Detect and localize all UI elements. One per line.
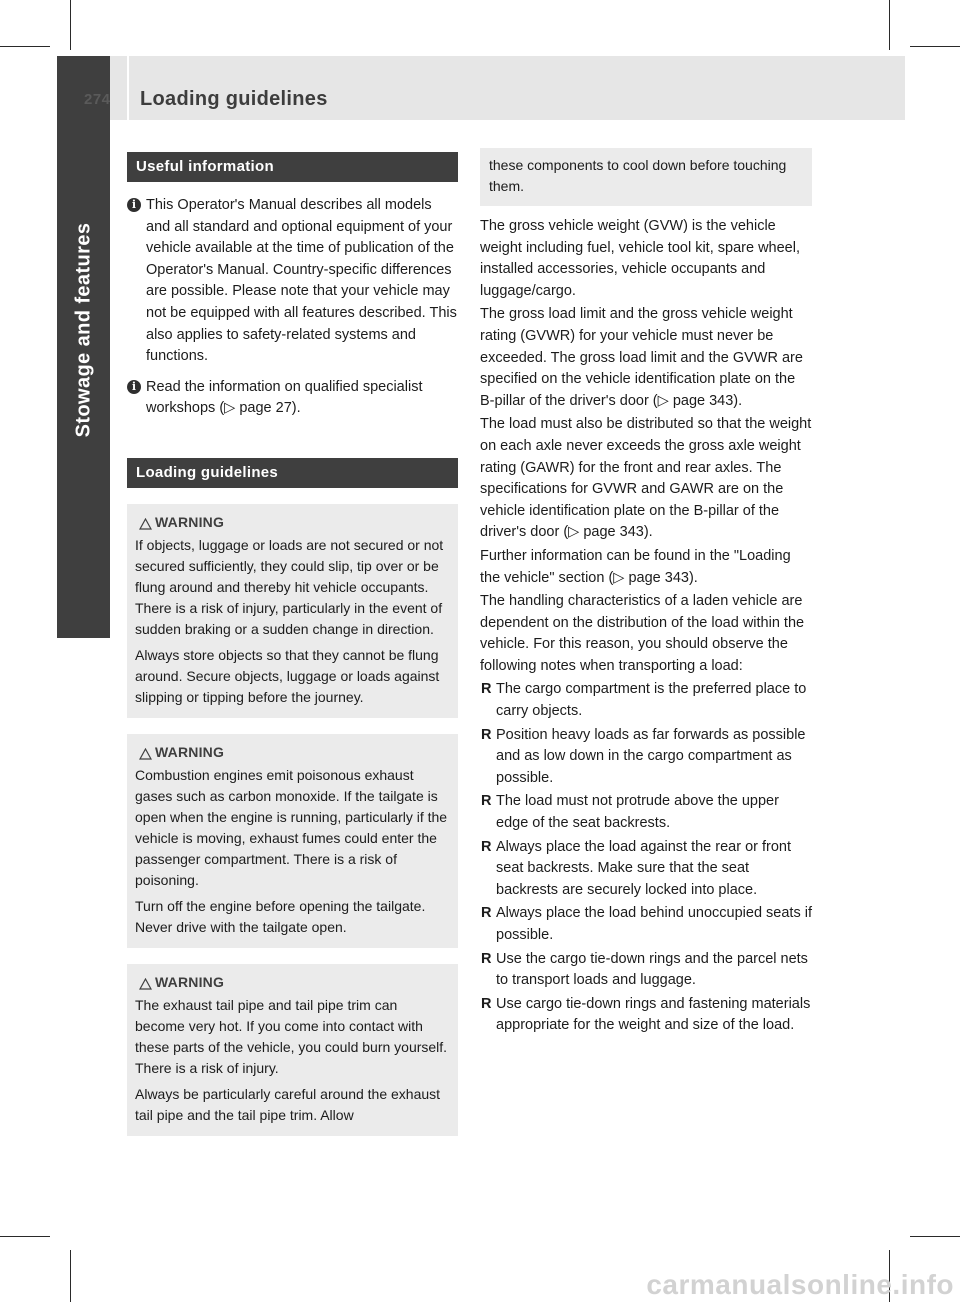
list-item: [480, 903, 812, 946]
side-tab-label: Stowage and features: [72, 222, 95, 438]
warning-header: [135, 742, 450, 763]
warning-continuation-text: these components to cool down before touching them.: [489, 157, 787, 194]
crop-mark: [889, 0, 890, 50]
info-icon: i: [127, 380, 141, 394]
bullet-mark: R: [481, 950, 492, 967]
warning-text: Turn off the engine before opening the tailgate. Never drive with the tailgate open.: [135, 897, 426, 935]
list-item: [480, 949, 812, 992]
warning-box: [127, 734, 458, 948]
list-item-text: The cargo compartment is the preferred place to carry objects.: [496, 681, 807, 720]
list-item: [480, 791, 812, 834]
crop-mark: [910, 46, 960, 47]
section-heading-useful-information: Useful information: [127, 152, 458, 182]
bullet-mark: R: [481, 905, 492, 922]
warning-text: Always store objects so that they cannot be flung around. Secure objects, luggage or loads against slipping or tipping before the journey.: [135, 646, 440, 705]
bullet-mark: R: [481, 681, 492, 698]
warning-text: Combustion engines emit poisonous exhaust gases such as carbon monoxide. If the tailgate is open when the engine is running, particularly if the vehicle is moving, exhaust fumes could enter the passenger compartment. There is a risk of poisoning.: [135, 766, 448, 888]
crop-mark: [910, 1236, 960, 1237]
list-item-text: Use cargo tie-down rings and fastening materials appropriate for the weight and size of the load.: [496, 995, 811, 1034]
warning-box: [127, 504, 458, 718]
watermark: carmanualsonline.info: [646, 1269, 954, 1300]
list-item-text: Always place the load behind unoccupied seats if possible.: [496, 905, 812, 943]
warning-label: WARNING: [155, 743, 225, 760]
header-separator: [127, 56, 129, 120]
crop-mark: [70, 1250, 71, 1302]
bullet-mark: R: [481, 995, 492, 1012]
bullet-mark: R: [481, 793, 492, 810]
list-item-text: Always place the load against the rear or front seat backrests. Make sure that the seat backrests are securely locked into place.: [496, 838, 791, 898]
warning-label: WARNING: [155, 513, 225, 530]
warning-text: If objects, luggage or loads are not secured or not secured sufficiently, they could slip, tip over or be flung around and thereby hit vehicle occupants. There is a risk of injury, particularly in the event of sudden braking or a sudden change in direction.: [135, 536, 444, 637]
info-note: [127, 195, 458, 368]
list-item-text: Use the cargo tie-down rings and the parcel nets to transport loads and luggage.: [496, 950, 808, 989]
info-note-text: This Operator's Manual describes all models and all standard and optional equipment of your vehicle available at the time of publication of the Operator's Manual. Country-specific differences are possible. Please note that your vehicle may not be equipped with all features described. This also applies to safety-related systems and functions.: [146, 197, 457, 365]
list-item-text: The load must not protrude above the upper edge of the seat backrests.: [496, 793, 779, 832]
warning-text: The exhaust tail pipe and tail pipe trim can become very hot. If you come into contact with these parts of the vehicle, you could burn yourself. There is a risk of injury.: [135, 996, 448, 1076]
warning-continuation-box: [480, 148, 812, 206]
list-item: [480, 837, 812, 902]
body-paragraph: The handling characteristics of a laden vehicle are dependent on the distribution of the load within the vehicle. For this reason, you should observe the following notes when transporting a load:: [480, 593, 805, 674]
crop-mark: [0, 46, 50, 47]
body-paragraph: The load must also be distributed so that the weight on each axle never exceeds the gross axle weight rating (GAWR) for the front and rear axles. The specifications for GVWR and GAWR are on the vehicle identification plate on the B-pillar of the driver's door (▷ page 343).: [480, 416, 812, 541]
page-title: Loading guidelines: [140, 88, 328, 110]
list-item: [480, 679, 812, 722]
warning-triangle-icon: [139, 975, 152, 996]
warning-text: Always be particularly careful around the exhaust tail pipe and the tail pipe trim. Allow: [135, 1085, 441, 1123]
section-heading-loading-guidelines: Loading guidelines: [127, 458, 458, 488]
right-column: [480, 148, 812, 1037]
bullet-mark: R: [481, 726, 492, 743]
warning-triangle-icon: [139, 745, 152, 766]
info-note: [127, 377, 458, 420]
warning-box: [127, 964, 458, 1136]
body-paragraph: The gross vehicle weight (GVW) is the vehicle weight including fuel, vehicle tool kit, spare wheel, installed accessories, vehicle occupants and luggage/cargo.: [480, 218, 800, 299]
body-paragraph: The gross load limit and the gross vehicle weight rating (GVWR) for your vehicle must never be exceeded. The gross load limit and the GVWR are specified on the vehicle identification plate on the B-pillar of the driver's door (▷ page 343).: [480, 306, 803, 409]
warning-header: [135, 972, 450, 993]
crop-mark: [0, 1236, 50, 1237]
page-number: 274: [84, 91, 111, 108]
list-item: [480, 994, 812, 1037]
warning-triangle-icon: [139, 515, 152, 536]
body-paragraph: Further information can be found in the "Loading the vehicle" section (▷ page 343).: [480, 547, 791, 586]
left-column: [127, 152, 458, 1136]
warning-label: WARNING: [155, 973, 225, 990]
warning-header: [135, 512, 450, 533]
list-item-text: Position heavy loads as far forwards as possible and as low down in the cargo compartment as possible.: [496, 726, 806, 786]
info-icon: i: [127, 198, 141, 212]
crop-mark: [70, 0, 71, 50]
info-note-text: Read the information on qualified specialist workshops (▷ page 27).: [146, 378, 423, 417]
bullet-mark: R: [481, 838, 492, 855]
list-item: [480, 725, 812, 790]
